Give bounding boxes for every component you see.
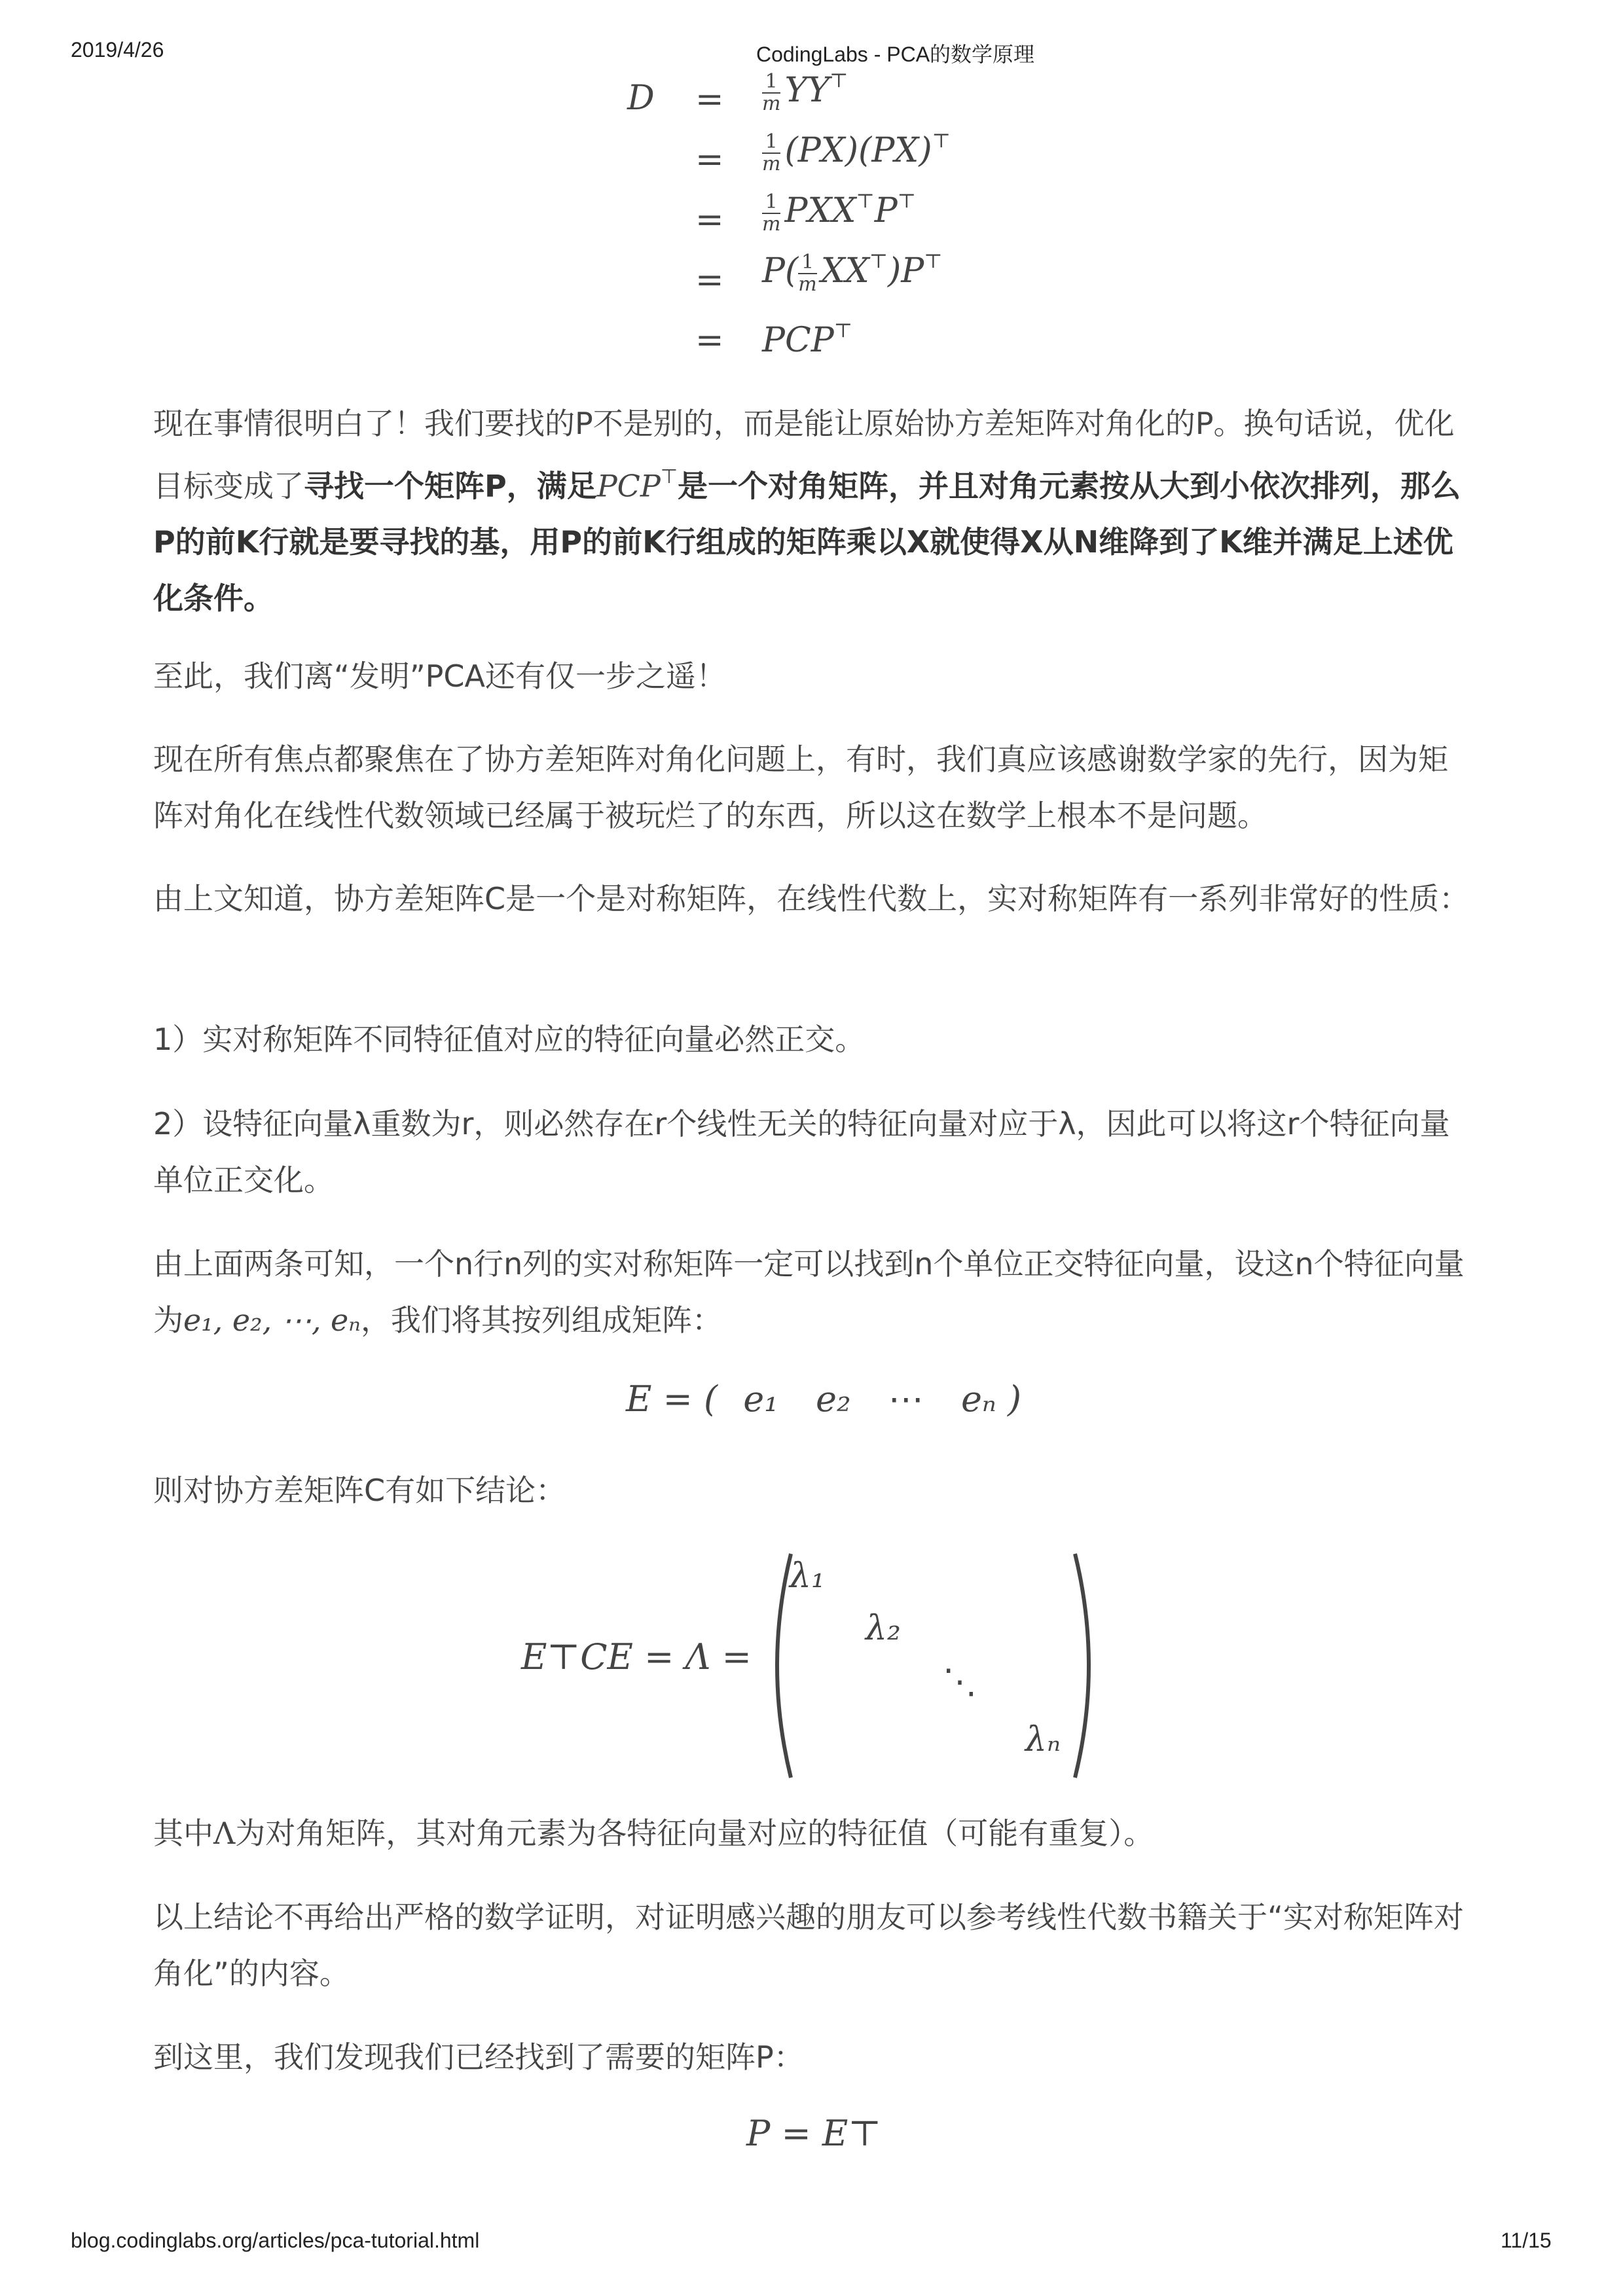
eq1-line-4: P( $\frac{1}{m}$ XX⊤)P⊤ bbox=[762, 249, 943, 296]
lambda-n: λₙ bbox=[1025, 1720, 1061, 1759]
paragraph-lambda-diagonal: 其中Λ为对角矩阵，其对角元素为各特征向量对应的特征值（可能有重复）。 bbox=[153, 1816, 1154, 1851]
eq1-line-5: PCP⊤ bbox=[762, 319, 852, 360]
paragraph-found-p: 到这里，我们发现我们已经找到了需要的矩阵P： bbox=[153, 2039, 804, 2075]
right-paren bbox=[1068, 1551, 1108, 1780]
eq1-lhs: D bbox=[627, 79, 655, 118]
footer-url[interactable]: blog.codinglabs.org/articles/pca-tutorial.html bbox=[71, 2229, 480, 2252]
eq1-equals-1: = bbox=[695, 80, 724, 119]
diagonal-dots: ⋱ bbox=[943, 1662, 977, 1702]
eq1-line-3: $\frac{1}{m}$ PXX⊤P⊤ bbox=[762, 189, 916, 236]
paragraph-diagonalization: 现在所有焦点都聚焦在了协方差矩阵对角化问题上，有时，我们真应该感谢数学家的先行，因为矩阵对角化在线性代数领域已经属于被玩烂了的东西，所以这在数学上根本不是问题。 bbox=[153, 742, 1448, 833]
print-title: CodingLabs - PCA的数学原理 bbox=[756, 43, 1035, 66]
eq3-lhs: E⊤CE = Λ = bbox=[521, 1636, 752, 1677]
eq1-equals-4: = bbox=[695, 260, 724, 300]
eq1-equals-2: = bbox=[695, 140, 724, 179]
paragraph-eigenvectors: 由上面两条可知，一个n行n列的实对称矩阵一定可以找到n个单位正交特征向量，设这n个特征向量为e₁, e₂, ⋯, eₙ，我们将其按列组成矩阵： bbox=[153, 1246, 1465, 1338]
print-date: 2019/4/26 bbox=[71, 38, 164, 62]
paragraph-proof-note: 以上结论不再给出严格的数学证明，对证明感兴趣的朋友可以参考线性代数书籍关于“实对称矩阵对角化”的内容。 bbox=[153, 1899, 1464, 1991]
paragraph-one-step-away: 至此，我们离“发明”PCA还有仅一步之遥！ bbox=[153, 658, 726, 694]
eq1-equals-5: = bbox=[695, 321, 724, 360]
equation-matrix-e: E = ( e₁ e₂ ⋯ eₙ ) bbox=[626, 1378, 1022, 1420]
lambda-1: λ₁ bbox=[790, 1556, 825, 1596]
equation-p-equals-et: P = E⊤ bbox=[746, 2113, 882, 2154]
eq1-line-1: $\frac{1}{m}$ YY⊤ bbox=[762, 69, 848, 115]
eq1-equals-3: = bbox=[695, 200, 724, 240]
paragraph-conclusion-intro: 则对协方差矩阵C有如下结论： bbox=[153, 1473, 566, 1508]
paragraph-property-1: 1）实对称矩阵不同特征值对应的特征向量必然正交。 bbox=[153, 1022, 866, 1057]
page-number: 11/15 bbox=[1501, 2229, 1552, 2252]
eq1-line-2: $\frac{1}{m}$ (PX)(PX)⊤ bbox=[762, 129, 951, 175]
paragraph-property-2: 2）设特征向量λ重数为r，则必然存在r个线性无关的特征向量对应于λ，因此可以将这r个特征向量单位正交化。 bbox=[153, 1106, 1450, 1198]
lambda-2: λ₂ bbox=[866, 1609, 901, 1648]
paragraph-optimization-goal: 现在事情很明白了！我们要找的P不是别的，而是能让原始协方差矩阵对角化的P。换句话说，优化目标变成了寻找一个矩阵P，满足PCP⊤是一个对角矩阵，并且对角元素按从大到小依次排列，那么P的前K行就是要寻找的基，用P的前K行组成的矩阵乘以X就使得X从N维降到了K维并满足上述优化条件。 bbox=[153, 406, 1461, 617]
paragraph-symmetric-property: 由上文知道，协方差矩阵C是一个是对称矩阵，在线性代数上，实对称矩阵有一系列非常好的性质： bbox=[153, 881, 1470, 916]
